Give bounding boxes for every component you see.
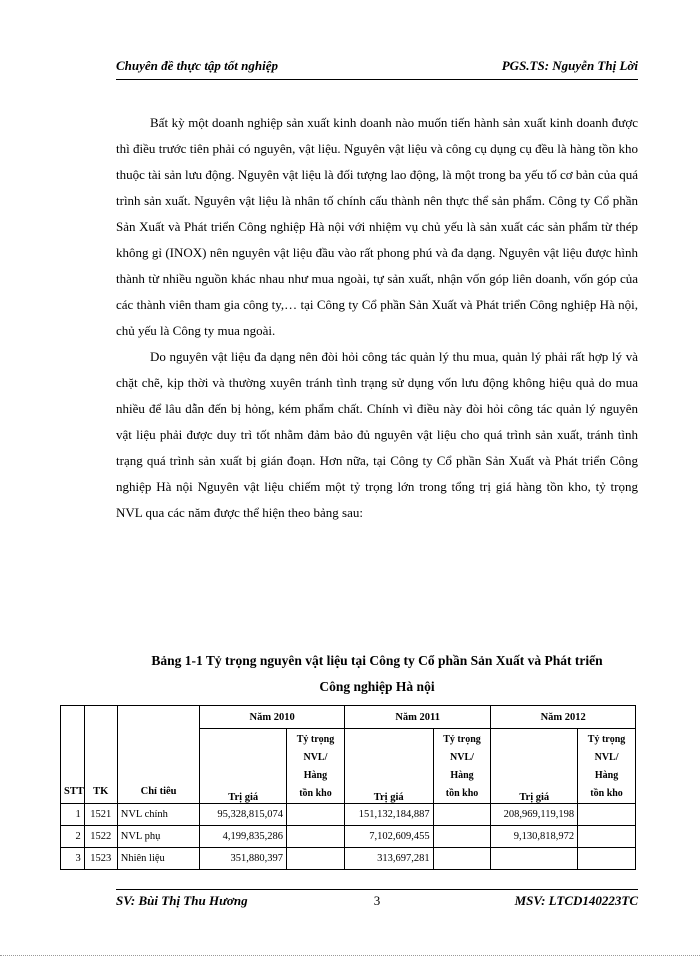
page-header xyxy=(116,58,638,78)
footer-right: MSV: LTCD140223TC xyxy=(514,893,638,908)
footer-rule xyxy=(116,889,638,890)
col-ratio: Tỷ trọng NVL/ Hàng tồn kho xyxy=(287,729,345,804)
nvl-ratio-table xyxy=(60,705,636,870)
page-break-line xyxy=(0,955,700,956)
paragraph: Bất kỳ một doanh nghiệp sản xuất kinh doanh nào muốn tiến hành sản xuất kinh doanh được thì điều trước tiên phải có nguyên, vật liệu. Nguyên vật liệu và công cụ dụng cụ đều là hàng tồn kho thuộc tài sản lưu động. Nguyên vật liệu là đối tượng lao động, là một trong ba yếu tố cơ bản của quá trình sản xuất. Nguyên vật liệu là nhân tố chính cấu thành nên thực thể sản phẩm. Công ty Cổ phần Sản Xuất và Phát triển Công nghiệp Hà nội với nhiệm vụ chủ yếu là sản xuất các sản phẩm từ thép không gỉ (INOX) nên nguyên vật liệu đầu vào rất phong phú và đa dạng. Nguyên vật liệu được hình thành từ nhiều nguồn khác nhau như mua ngoài, tự sản xuất, nhận vốn góp liên doanh, vốn góp của các thành viên tham gia công ty,… tại Công ty Cổ phần Sản Xuất và Phát triển Công nghiệp Hà nội, chủ yếu là Công ty mua ngoài. xyxy=(116,115,638,338)
header-rule xyxy=(116,79,638,80)
paragraph: Do nguyên vật liệu đa dạng nên đòi hỏi công tác quản lý thu mua, quản lý phải rất hợp lý và chặt chẽ, kịp thời và thường xuyên tránh tình trạng sử dụng vốn lưu động không hiệu quả do mua nhiều để lâu dẫn đến bị hỏng, kém phẩm chất. Chính vì điều này đòi hỏi công tác quản lý nguyên vật liệu phải được duy trì tốt nhằm đảm bảo đủ nguyên vật liệu cho quá trình sản xuất, tránh tình trạng quá trình sản xuất bị gián đoạn. Hơn nữa, tại Công ty Cổ phần Sản Xuất và Phát triển Công nghiệp Hà nội Nguyên vật liệu chiếm một tỷ trọng lớn trong tổng trị giá hàng tồn kho, tỷ trọng NVL qua các năm được thể hiện theo bảng sau: xyxy=(116,349,638,520)
col-value: Trị giá xyxy=(491,729,578,804)
year-header: Năm 2010 xyxy=(200,706,345,729)
caption-line: Công nghiệp Hà nội xyxy=(319,679,435,694)
table-row: 2 1522 NVL phụ 4,199,835,286 7,102,609,455 9,130,818,972 xyxy=(61,826,636,848)
table-row: 3 1523 Nhiên liệu 351,880,397 313,697,281 xyxy=(61,848,636,870)
col-tk: TK xyxy=(84,706,117,804)
caption-line: Bảng 1-1 Tỷ trọng nguyên vật liệu tại Công ty Cổ phần Sản Xuất và Phát triển xyxy=(151,653,603,668)
header-left: Chuyên đề thực tập tốt nghiệp xyxy=(116,58,278,73)
table-caption xyxy=(116,648,638,700)
col-stt: STT xyxy=(61,706,85,804)
col-value: Trị giá xyxy=(200,729,287,804)
page-number: 3 xyxy=(373,893,381,908)
page-footer xyxy=(116,893,638,911)
body-text xyxy=(116,110,638,526)
col-value: Trị giá xyxy=(344,729,433,804)
year-header: Năm 2011 xyxy=(344,706,491,729)
col-item: Chỉ tiêu xyxy=(117,706,200,804)
header-right: PGS.TS: Nguyễn Thị Lời xyxy=(501,58,638,73)
table-row: 1 1521 NVL chính 95,328,815,074 151,132,184,887 208,969,119,198 xyxy=(61,804,636,826)
year-header: Năm 2012 xyxy=(491,706,636,729)
footer-left: SV: Bùi Thị Thu Hương xyxy=(116,893,248,908)
col-ratio: Tỷ trọng NVL/ Hàng tồn kho xyxy=(578,729,636,804)
col-ratio: Tỷ trọng NVL/ Hàng tồn kho xyxy=(433,729,491,804)
